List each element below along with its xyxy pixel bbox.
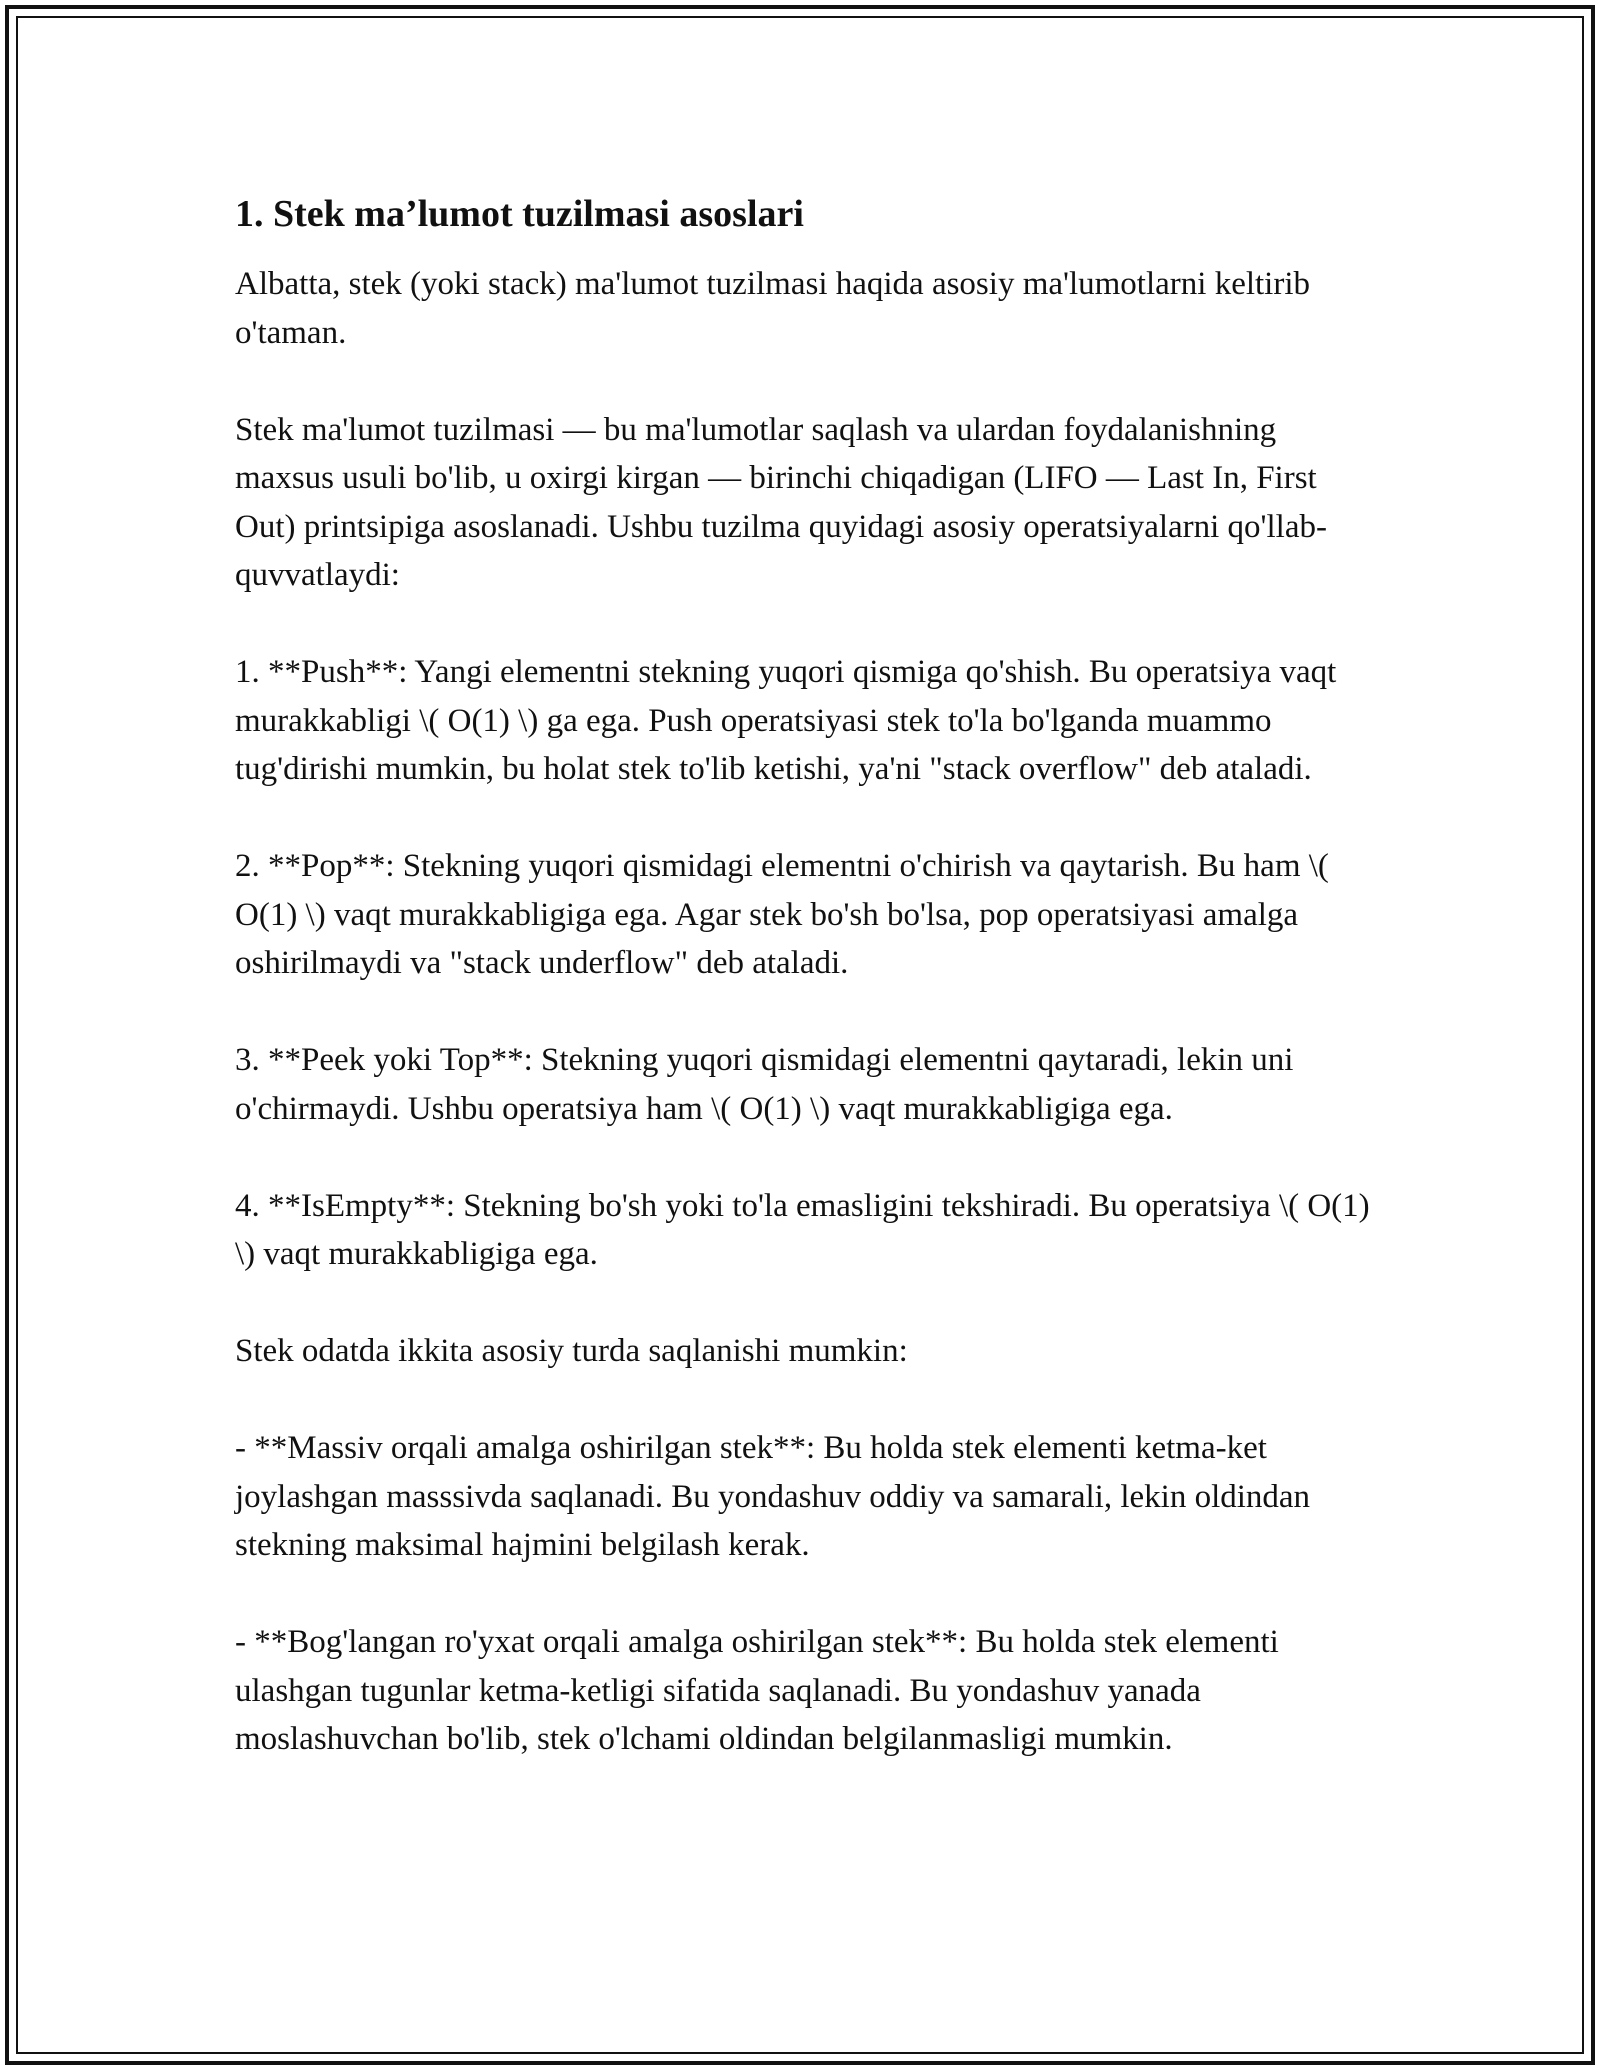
paragraph-pop: 2. **Pop**: Stekning yuqori qismidagi elementni o'chirish va qaytarish. Bu ham \( O(1) \) vaqt murakkabligiga ega. Agar stek bo'sh bo'lsa, pop operatsiyasi amalga oshirilmaydi va "stack underflow" deb ataladi. [235, 848, 1329, 981]
paragraph-array-stack: - **Massiv orqali amalga oshirilgan stek**: Bu holda stek elementi ketma-ket joylashgan masssivda saqlanadi. Bu yondashuv oddiy va samarali, lekin oldindan stekning maksimal hajmini belgilash kerak. [235, 1430, 1311, 1563]
paragraph-push: 1. **Push**: Yangi elementni stekning yuqori qismiga qo'shish. Bu operatsiya vaqt murakkabligi \( O(1) \) ga ega. Push operatsiyasi stek to'la bo'lganda muammo tug'dirishi mumkin, bu holat stek to'lib ketishi, ya'ni "stack overflow" deb ataladi. [235, 654, 1337, 787]
paragraph-definition: Stek ma'lumot tuzilmasi — bu ma'lumotlar saqlash va ulardan foydalanishning maxsus usuli bo'lib, u oxirgi kirgan — birinchi chiqadigan (LIFO — Last In, First Out) printsipiga asoslanadi. Ushbu tuzilma quyidagi asosiy operatsiyalarni qo'llab-quvvatlaydi: [235, 411, 1327, 593]
paragraph-peek: 3. **Peek yoki Top**: Stekning yuqori qismidagi elementni qaytaradi, lekin uni o'chirmaydi. Ushbu operatsiya ham \( O(1) \) vaqt murakkabligiga ega. [235, 1042, 1294, 1127]
section-title: 1. Stek ma’lumot tuzilmasi asoslari [235, 193, 804, 235]
document-body [235, 188, 1370, 1764]
paragraph-intro: Albatta, stek (yoki stack) ma'lumot tuzilmasi haqida asosiy ma'lumotlarni keltirib o'taman. [235, 266, 1310, 351]
paragraph-types-intro: Stek odatda ikkita asosiy turda saqlanishi mumkin: [235, 1333, 908, 1369]
paragraph-linked-stack: - **Bog'langan ro'yxat orqali amalga oshirilgan stek**: Bu holda stek elementi ulashgan tugunlar ketma-ketligi sifatida saqlanadi. Bu yondashuv yanada moslashuvchan bo'lib, stek o'lchami oldindan belgilanmasligi mumkin. [235, 1624, 1279, 1757]
paragraph-isempty: 4. **IsEmpty**: Stekning bo'sh yoki to'la emasligini tekshiradi. Bu operatsiya \( O(1) \) vaqt murakkabligiga ega. [235, 1187, 1370, 1272]
